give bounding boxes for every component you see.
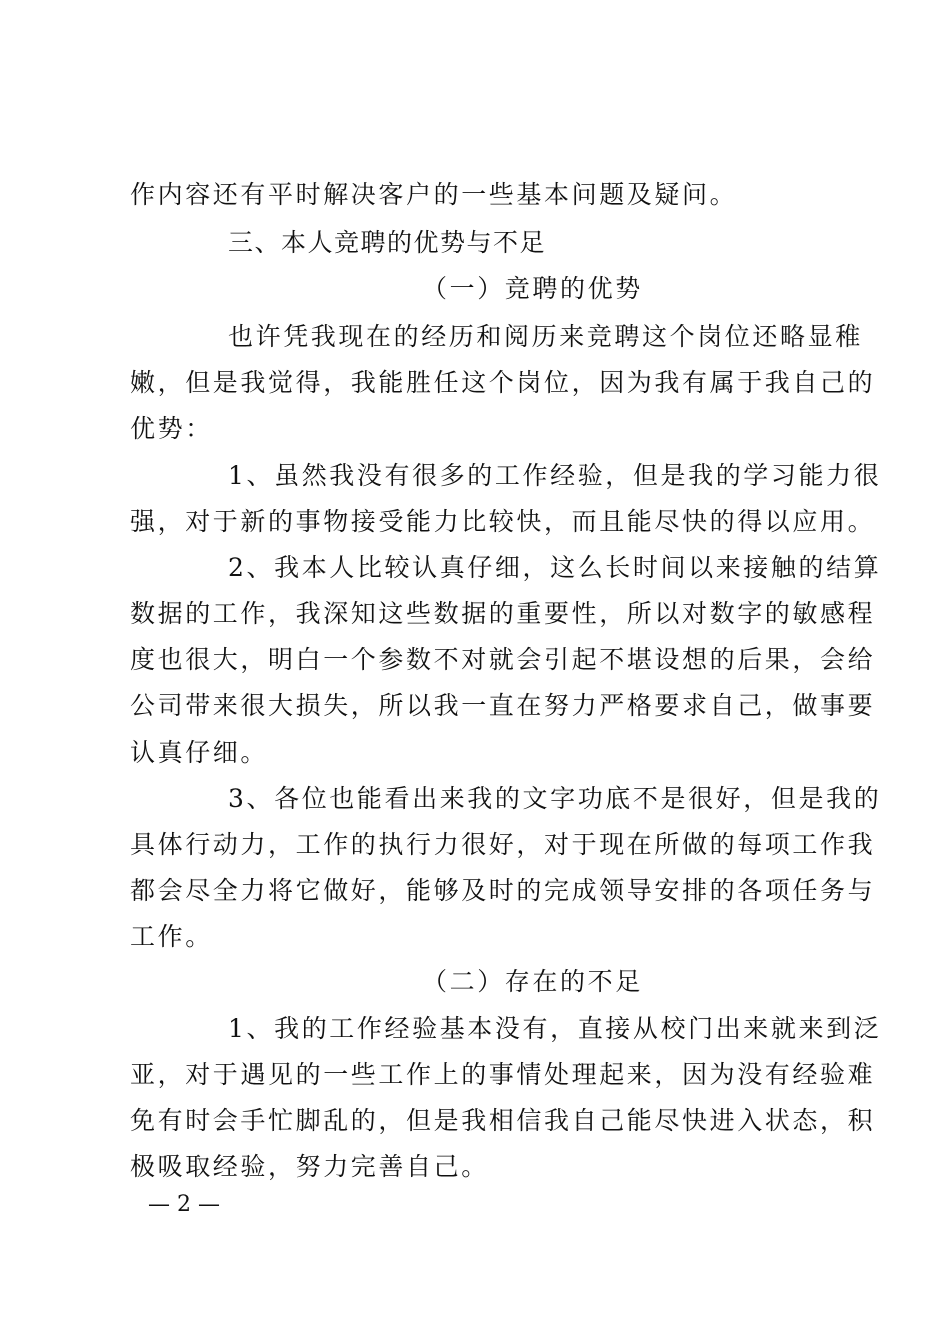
paragraph-line: 公司带来很大损失，所以我一直在努力严格要求自己，做事要 (130, 691, 876, 720)
paragraph-line: 作内容还有平时解决客户的一些基本问题及疑问。 (130, 180, 738, 209)
paragraph-line: 工作。 (130, 922, 213, 951)
paragraph-line: 数据的工作，我深知这些数据的重要性，所以对数字的敏感程 (130, 599, 876, 628)
paragraph-line: 强，对于新的事物接受能力比较快，而且能尽快的得以应用。 (130, 507, 876, 536)
paragraph-line: 1、我的工作经验基本没有，直接从校门出来就来到泛 (228, 1014, 882, 1043)
paragraph-line: 认真仔细。 (130, 738, 269, 767)
page-number: — 2 — (148, 1192, 220, 1217)
paragraph-line: 亚，对于遇见的一些工作上的事情处理起来，因为没有经验难 (130, 1060, 876, 1089)
paragraph-line: 3、各位也能看出来我的文字功底不是很好，但是我的 (228, 784, 882, 813)
paragraph-line: 都会尽全力将它做好，能够及时的完成领导安排的各项任务与 (130, 876, 876, 905)
subsection-heading-shortcomings: （二）存在的不足 (422, 967, 643, 996)
paragraph-line: 度也很大，明白一个参数不对就会引起不堪设想的后果，会给 (130, 645, 876, 674)
paragraph-line: 极吸取经验，努力完善自己。 (130, 1152, 489, 1181)
paragraph-line: 具体行动力，工作的执行力很好，对于现在所做的每项工作我 (130, 830, 876, 859)
section-heading: 三、本人竞聘的优势与不足 (228, 228, 547, 257)
paragraph-line: 2、我本人比较认真仔细，这么长时间以来接触的结算 (228, 553, 882, 582)
paragraph-line: 嫩，但是我觉得，我能胜任这个岗位，因为我有属于我自己的 (130, 368, 876, 397)
paragraph-line: 优势： (130, 414, 213, 443)
subsection-heading-advantages: （一）竞聘的优势 (422, 274, 643, 303)
paragraph-line: 免有时会手忙脚乱的，但是我相信我自己能尽快进入状态，积 (130, 1106, 876, 1135)
paragraph-line: 也许凭我现在的经历和阅历来竞聘这个岗位还略显稚 (228, 322, 863, 351)
paragraph-line: 1、虽然我没有很多的工作经验，但是我的学习能力很 (228, 461, 882, 490)
